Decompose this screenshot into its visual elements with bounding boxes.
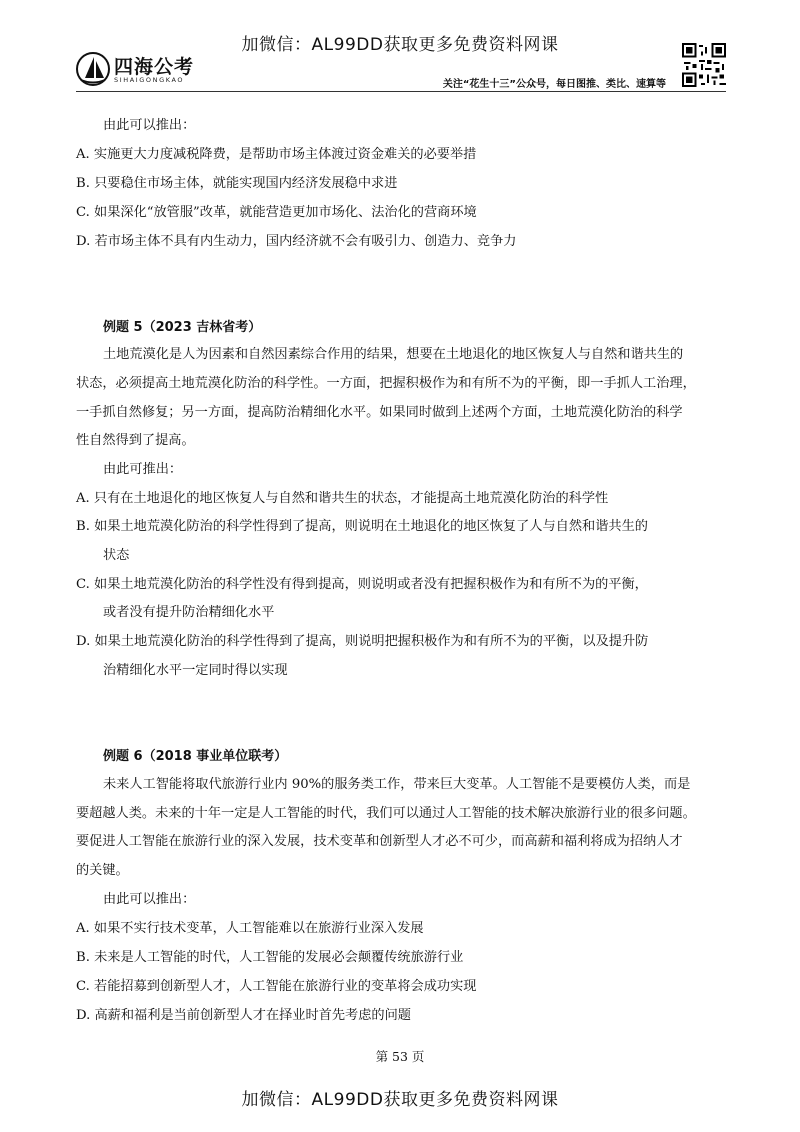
option-a: A. 如果不实行技术变革，人工智能难以在旅游行业深入发展: [76, 921, 424, 936]
option-b-continued: 状态: [103, 548, 130, 563]
option-b: B. 如果土地荒漠化防治的科学性得到了提高，则说明在土地退化的地区恢复了人与自然和谐共生的: [76, 519, 648, 534]
watermark-bottom: 加微信：AL99DD获取更多免费资料网课: [241, 1090, 559, 1110]
brand-name: 四海公考: [114, 56, 195, 78]
paragraph-line: 由此可以推出：: [103, 892, 196, 907]
option-c: C. 若能招募到创新型人才，人工智能在旅游行业的变革将会成功实现: [76, 979, 477, 994]
header-divider: [76, 91, 726, 92]
paragraph-line: 状态，必须提高土地荒漠化防治的科学性。一方面，把握积极作为和有所不为的平衡，即一手抓人工治理，: [76, 376, 696, 391]
paragraph-line: 由此可推出：: [103, 462, 183, 477]
brand-subtitle: SIHAIGONGKAO: [114, 76, 185, 84]
paragraph-line: 的关键。: [76, 863, 129, 878]
option-d: D. 若市场主体不具有内生动力，国内经济就不会有吸引力、创造力、竞争力: [76, 234, 517, 249]
option-c: C. 如果土地荒漠化防治的科学性没有得到提高，则说明或者没有把握积极作为和有所不为的平衡，: [76, 577, 648, 592]
option-c-continued: 或者没有提升防治精细化水平: [103, 605, 275, 620]
paragraph-line: 要促进人工智能在旅游行业的深入发展，技术变革和创新型人才必不可少，而高薪和福利将成为招纳人才: [76, 834, 683, 849]
follow-text: 关注“花生十三”公众号，每日图推、类比、速算等: [442, 79, 666, 90]
brand-logo: [76, 52, 226, 90]
paragraph-line: 由此可以推出：: [103, 118, 196, 133]
paragraph-line: 土地荒漠化是人为因素和自然因素综合作用的结果，想要在土地退化的地区恢复人与自然和谐共生的: [103, 347, 684, 362]
option-a: A. 实施更大力度减税降费，是帮助市场主体渡过资金难关的必要举措: [76, 147, 477, 162]
example-heading: 例题 6（2018 事业单位联考）: [103, 749, 288, 764]
option-d: D. 高薪和福利是当前创新型人才在择业时首先考虑的问题: [76, 1008, 411, 1023]
page-number: 第 53 页: [375, 1049, 425, 1064]
option-b: B. 只要稳住市场主体，就能实现国内经济发展稳中求进: [76, 176, 398, 191]
watermark-top: 加微信：AL99DD获取更多免费资料网课: [241, 35, 559, 55]
example-heading: 例题 5（2023 吉林省考）: [103, 320, 262, 335]
option-b: B. 未来是人工智能的时代，人工智能的发展必会颠覆传统旅游行业: [76, 950, 464, 965]
paragraph-line: 一手抓自然修复；另一方面，提高防治精细化水平。如果同时做到上述两个方面，土地荒漠化防治的科学: [76, 405, 683, 420]
page-header: [76, 50, 726, 90]
option-d: D. 如果土地荒漠化防治的科学性得到了提高，则说明把握积极作为和有所不为的平衡，以及提升防: [76, 634, 649, 649]
paragraph-line: 要超越人类。未来的十年一定是人工智能的时代，我们可以通过人工智能的技术解决旅游行业的很多问题。: [76, 806, 696, 821]
option-c: C. 如果深化“放管服”改革，就能营造更加市场化、法治化的营商环境: [76, 205, 477, 220]
option-a: A. 只有在土地退化的地区恢复人与自然和谐共生的状态，才能提高土地荒漠化防治的科学性: [76, 491, 609, 506]
qr-code-icon: [682, 43, 726, 87]
sail-logo-icon: [76, 52, 110, 86]
paragraph-line: 性自然得到了提高。: [76, 433, 195, 448]
option-d-continued: 治精细化水平一定同时得以实现: [103, 663, 288, 678]
paragraph-line: 未来人工智能将取代旅游行业内 90%的服务类工作，带来巨大变革。人工智能不是要模仿人类，而是: [103, 777, 691, 792]
